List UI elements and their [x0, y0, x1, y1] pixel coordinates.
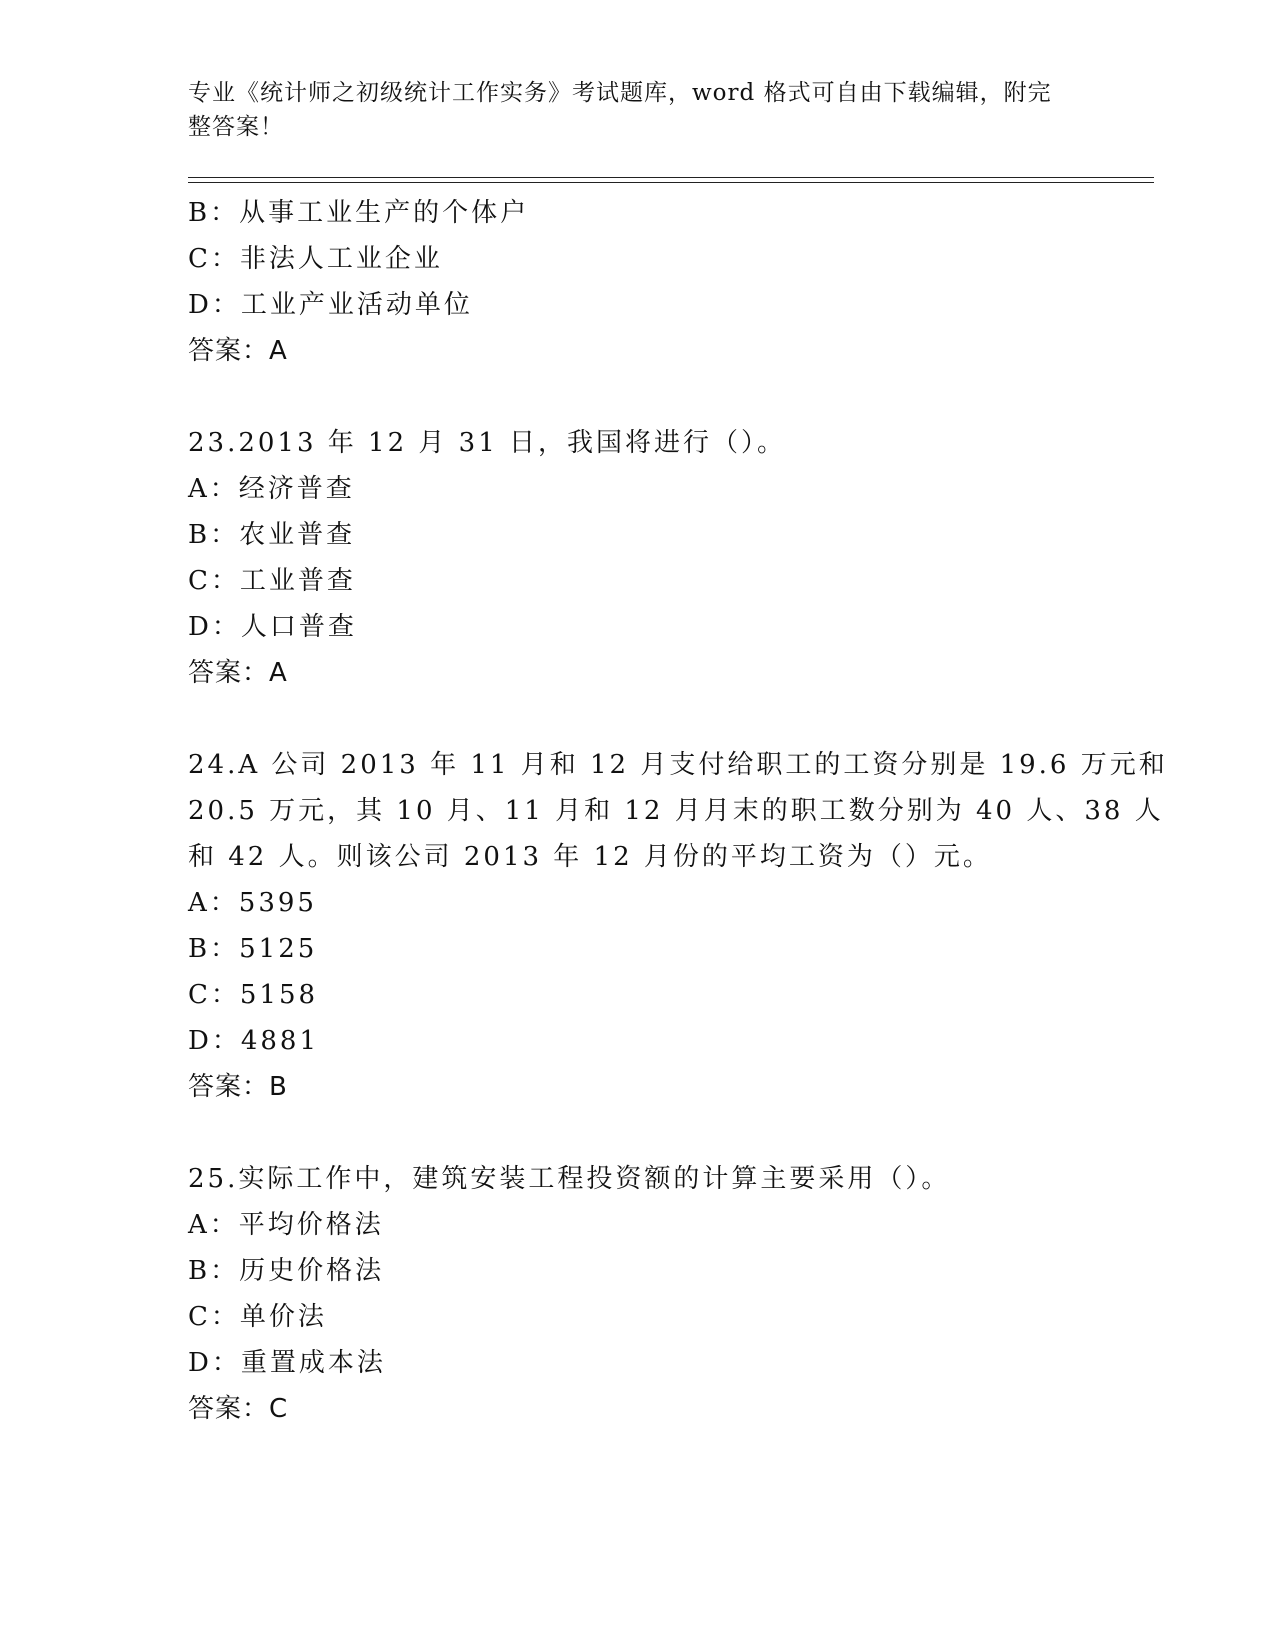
option-c: C：非法人工业企业 [188, 244, 443, 274]
answer-line: 答案：A [188, 658, 288, 688]
option-d: D：工业产业活动单位 [188, 290, 473, 320]
answer-line: 答案：B [188, 1072, 288, 1102]
header-line-1: 专业《统计师之初级统计工作实务》考试题库，word 格式可自由下载编辑，附完 [188, 80, 1052, 106]
question-22-tail [188, 190, 1088, 374]
question-text: 25.实际工作中，建筑安装工程投资额的计算主要采用（）。 [188, 1164, 951, 1194]
question-text-line-3: 和 42 人。则该公司 2013 年 12 月份的平均工资为（）元。 [188, 842, 992, 872]
answer-line: 答案：A [188, 336, 288, 366]
spacer [188, 374, 1088, 420]
option-b: B：农业普查 [188, 520, 356, 550]
option-d: D：重置成本法 [188, 1348, 386, 1378]
option-c: C：工业普查 [188, 566, 356, 596]
option-c: C：单价法 [188, 1302, 327, 1332]
spacer [188, 696, 1088, 742]
question-24 [188, 742, 1168, 1110]
header-divider-bottom [188, 182, 1154, 183]
question-25 [188, 1156, 1088, 1432]
question-text-line-1: 24.A 公司 2013 年 11 月和 12 月支付给职工的工资分别是 19.6 万元和 [188, 750, 1168, 780]
header-line-2: 整答案！ [188, 114, 284, 140]
option-a: A：经济普查 [188, 474, 355, 504]
question-text: 23.2013 年 12 月 31 日，我国将进行（）。 [188, 428, 787, 458]
question-text-line-2: 20.5 万元，其 10 月、11 月和 12 月月末的职工数分别为 40 人、38 人 [188, 796, 1164, 826]
document-header [188, 76, 1088, 144]
option-a: A：平均价格法 [188, 1210, 384, 1240]
option-b: B：5125 [188, 934, 318, 964]
answer-line: 答案：C [188, 1394, 289, 1424]
option-c: C：5158 [188, 980, 319, 1010]
header-divider-top [188, 177, 1154, 178]
question-23 [188, 420, 1088, 696]
option-b: B：历史价格法 [188, 1256, 385, 1286]
question-list [188, 190, 1168, 1432]
option-a: A：5395 [188, 888, 317, 918]
option-d: D：人口普查 [188, 612, 357, 642]
option-d: D：4881 [188, 1026, 320, 1056]
spacer [188, 1110, 1088, 1156]
option-b: B：从事工业生产的个体户 [188, 198, 530, 228]
